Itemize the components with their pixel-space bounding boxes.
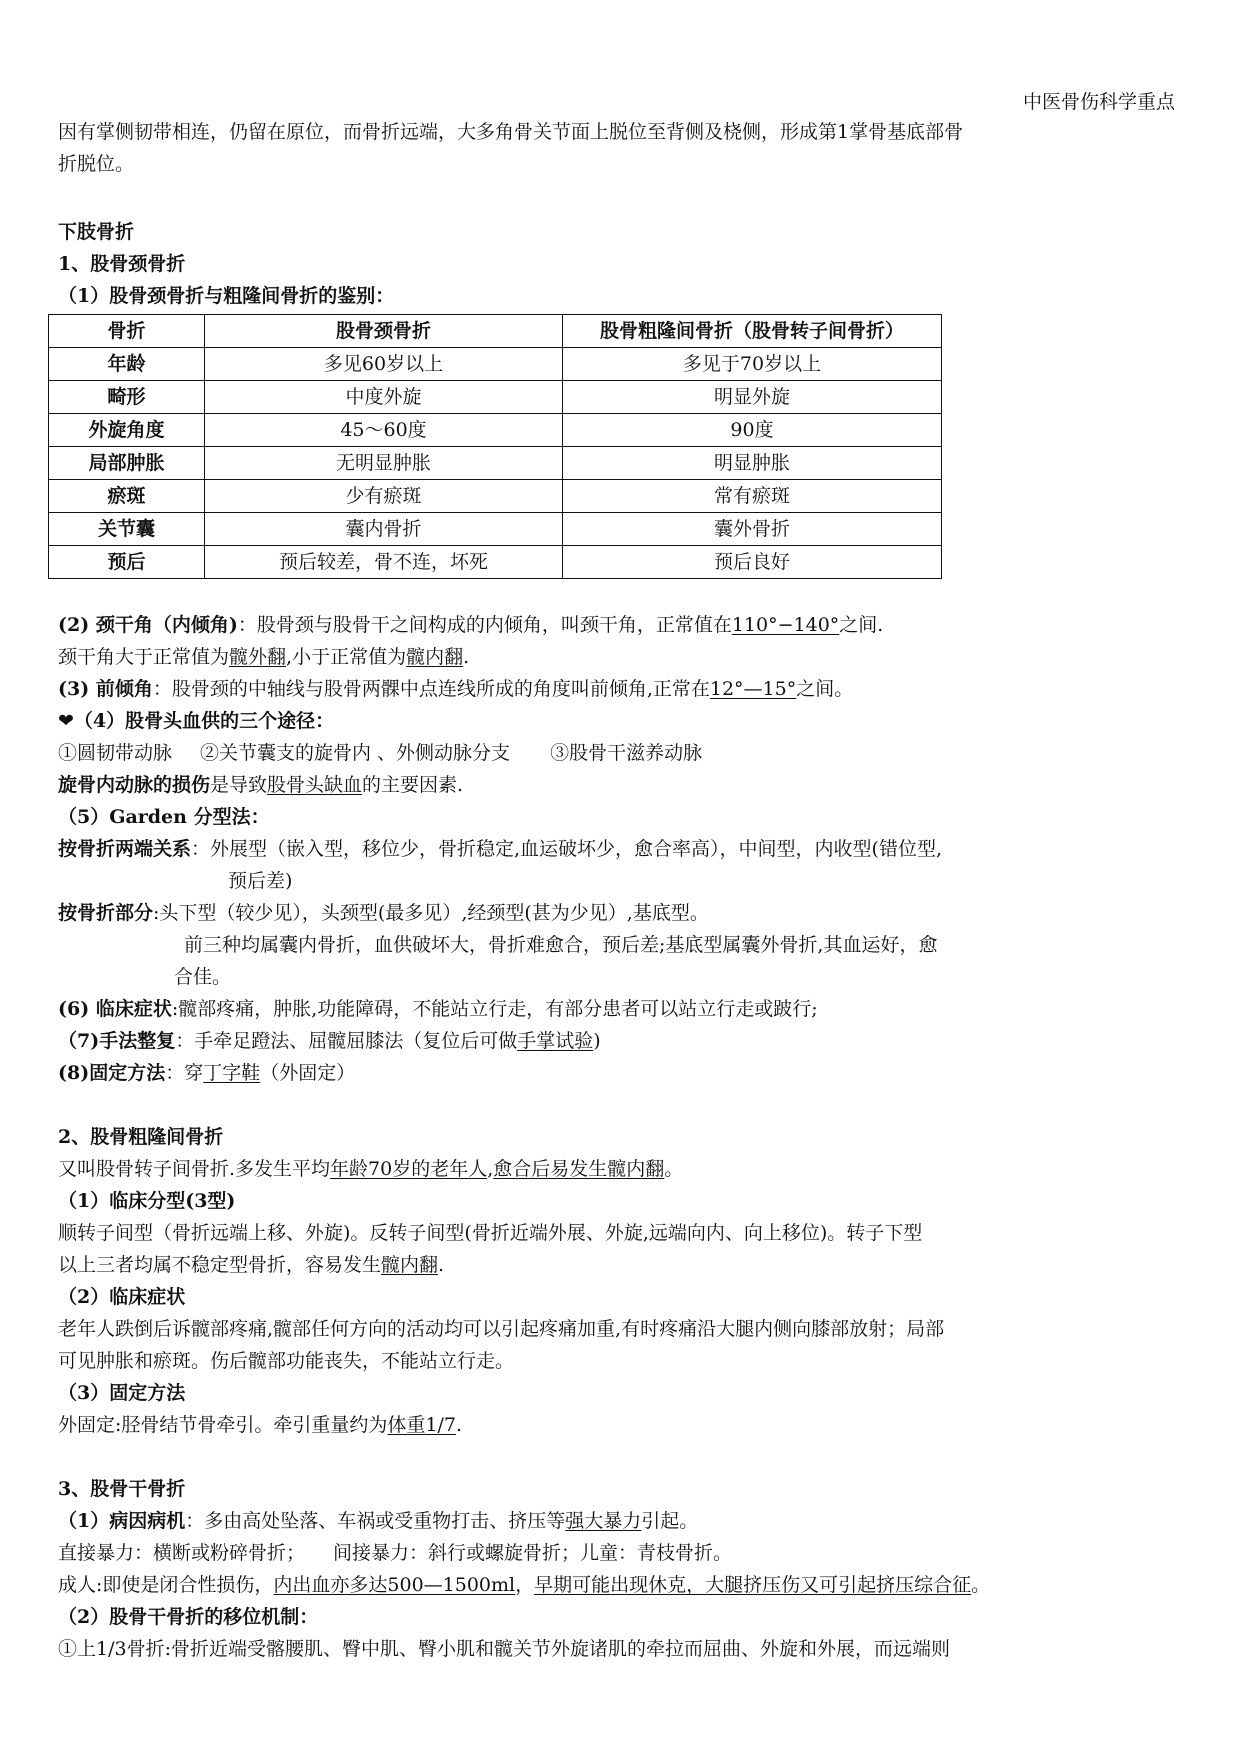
adult-text: 成人:即使是闭合性损伤，: [58, 1574, 274, 1596]
coxa-vara: 髋内翻: [406, 646, 464, 668]
fixation-end: （外固定）: [260, 1062, 356, 1084]
table-header-cell: 骨折: [49, 315, 205, 348]
clinical-label: (6) 临床症状: [58, 998, 172, 1020]
row-header: 外旋角度: [49, 414, 205, 447]
coxa-valga: 髋外翻: [229, 646, 287, 668]
clinical-text: :髋部疼痛，肿胀,功能障碍，不能站立行走，有部分患者可以站立行走或跛行;: [171, 998, 818, 1020]
direct-violence: 直接暴力：横断或粉碎骨折；: [58, 1542, 306, 1564]
garden-title: （5）Garden 分型法：: [58, 806, 270, 828]
displacement-title: （2）股骨干骨折的移位机制：: [58, 1606, 319, 1628]
intro-underline: 愈合后易发生髋内翻: [493, 1158, 665, 1180]
row-header: 预后: [49, 546, 205, 579]
row-header: 关节囊: [49, 513, 205, 546]
classification-text: 以上三者均属不稳定型骨折，容易发生: [58, 1254, 382, 1276]
table-header-cell: 股骨粗隆间骨折（股骨转子间骨折）: [563, 315, 942, 348]
fixation-method: [58, 1057, 1183, 1089]
garden-part-text: :头下型（较少见），头颈型(最多见）,经颈型(甚为少见）,基底型。: [153, 902, 709, 924]
ischemia-note: [58, 769, 1183, 801]
adult-underline: 早期可能出现休克，大腿挤压伤又可引起挤压综合征: [534, 1574, 972, 1596]
table-row: [49, 513, 942, 546]
violence-types: [58, 1537, 1183, 1569]
garden-relation-text: ：外展型（嵌入型，移位少，骨折稳定,血运破坏少，愈合率高），中间型，内收型(错位型,: [191, 838, 943, 860]
anteversion-end: 之间。: [796, 678, 854, 700]
table-row: [49, 348, 942, 381]
table-cell: 多见于70岁以上: [563, 348, 942, 381]
garden-part-label: 按骨折部分: [58, 902, 154, 924]
displacement-line-1: ①上1/3骨折:骨折近端受髂腰肌、臀中肌、臀小肌和髋关节外旋诸肌的牵拉而屈曲、外旋和外展，而远端则: [58, 1638, 950, 1660]
route-2: ②关节囊支的旋骨内 、外侧动脉分支: [200, 742, 511, 764]
fixation-line: [58, 1409, 1183, 1441]
heart-icon: ❤: [58, 710, 74, 732]
reduction-text: ：手牵足蹬法、屈髋屈膝法（复位后可做: [175, 1030, 518, 1052]
blood-supply-routes: [58, 737, 1183, 769]
reduction-end: ): [593, 1030, 601, 1052]
classification-underline: 髋内翻: [381, 1254, 439, 1276]
table-header-row: [49, 315, 942, 348]
etiology-label: （1）病因病机: [58, 1510, 186, 1532]
table-cell: 明显肿胀: [563, 447, 942, 480]
table-cell: 中度外旋: [205, 381, 563, 414]
garden-part-cont-2: 合佳。: [174, 966, 232, 988]
adult-text: ，: [515, 1574, 535, 1596]
garden-relation-cont: 预后差): [228, 870, 293, 892]
blood-supply-title: [58, 705, 1183, 737]
intro-line-2: 折脱位。: [58, 153, 135, 175]
table-cell: 45～60度: [205, 414, 563, 447]
table-row: [49, 447, 942, 480]
table-cell: 常有瘀斑: [563, 480, 942, 513]
garden-relation-label: 按骨折两端关系: [58, 838, 192, 860]
table-caption: （1）股骨颈骨折与粗隆间骨折的鉴别：: [58, 285, 395, 307]
etiology-underline: 强大暴力: [565, 1510, 642, 1532]
subsection-femoral-shaft: 3、股骨干骨折: [58, 1478, 186, 1500]
symptoms-line-2: 可见肿胀和瘀斑。伤后髋部功能丧失，不能站立行走。: [58, 1350, 515, 1372]
classification-title: （1）临床分型(3型): [58, 1190, 236, 1212]
anteversion-paragraph: [58, 673, 1183, 705]
ischemia-text: 的主要因素.: [362, 774, 464, 796]
note-text: .: [463, 646, 470, 668]
intro-line-1: 因有掌侧韧带相连，仍留在原位，而骨折远端，大多角骨关节面上脱位至背侧及桡侧，形成第1掌骨基底部骨: [58, 121, 964, 143]
anteversion-text: ：股骨颈的中轴线与股骨两髁中点连线所成的角度叫前倾角,正常在: [152, 678, 710, 700]
symptoms-title: （2）临床症状: [58, 1286, 186, 1308]
fixation-text: ：穿: [165, 1062, 204, 1084]
classification-text: .: [438, 1254, 445, 1276]
table-cell: 90度: [563, 414, 942, 447]
table-row: [49, 381, 942, 414]
note-text: ,小于正常值为: [286, 646, 407, 668]
table-header-cell: 股骨颈骨折: [205, 315, 563, 348]
table-cell: 无明显肿胀: [205, 447, 563, 480]
row-header: 局部肿胀: [49, 447, 205, 480]
fixation-text: 外固定:胫骨结节骨牵引。牵引重量约为: [58, 1414, 388, 1436]
route-3: ③股骨干滋养动脉: [550, 742, 703, 764]
neck-shaft-angle-label: (2) 颈干角（内倾角): [58, 614, 238, 636]
comparison-table: [48, 314, 942, 579]
table-cell: 囊外骨折: [563, 513, 942, 546]
anteversion-label: (3) 前倾角: [58, 678, 153, 700]
table-row: [49, 480, 942, 513]
page-header: 中医骨伤科学重点: [1022, 91, 1175, 113]
fixation-label: (8)固定方法: [58, 1062, 166, 1084]
fixation-underline: 体重1/7: [387, 1414, 456, 1436]
adult-note: [58, 1569, 1183, 1601]
ischemia-bold: 旋骨内动脉的损伤: [58, 774, 211, 796]
fixation-underline: 丁字鞋: [203, 1062, 261, 1084]
classification-line-1: 顺转子间型（骨折远端上移、外旋)。反转子间型(骨折近端外展、外旋,远端向内、向上移位)。转子下型: [58, 1222, 923, 1244]
garden-by-relation: [58, 833, 1183, 865]
neck-shaft-angle-text: ：股骨颈与股骨干之间构成的内倾角，叫颈干角，正常值在: [237, 614, 732, 636]
adult-text: 。: [971, 1574, 991, 1596]
manual-reduction: [58, 1025, 1183, 1057]
garden-part-cont-1: 前三种均属囊内骨折，血供破坏大，骨折难愈合，预后差;基底型属囊外骨折,其血运好，愈: [184, 934, 938, 956]
reduction-underline: 手掌试验: [517, 1030, 594, 1052]
intro-text: 。: [664, 1158, 684, 1180]
intro-text: ,: [487, 1158, 494, 1180]
anteversion-value: 12°—15°: [709, 678, 797, 700]
subsection-femoral-neck: 1、股骨颈骨折: [58, 253, 186, 275]
row-header: 年龄: [49, 348, 205, 381]
intertrochanteric-intro: [58, 1153, 1183, 1185]
table-row: [49, 546, 942, 579]
table-cell: 多见60岁以上: [205, 348, 563, 381]
adult-underline: 内出血亦多达500—1500ml: [273, 1574, 516, 1596]
note-text: 颈干角大于正常值为: [58, 646, 230, 668]
fixation-text: .: [456, 1414, 463, 1436]
reduction-label: （7)手法整复: [58, 1030, 176, 1052]
symptoms-line-1: 老年人跌倒后诉髋部疼痛,髋部任何方向的活动均可以引起疼痛加重,有时疼痛沿大腿内侧向膝部放射；局部: [58, 1318, 945, 1340]
neck-shaft-angle-end: 之间.: [839, 614, 884, 636]
subsection-intertrochanteric: 2、股骨粗隆间骨折: [58, 1126, 224, 1148]
table-cell: 预后良好: [563, 546, 942, 579]
etiology-text: ：多由高处坠落、车祸或受重物打击、挤压等: [185, 1510, 566, 1532]
route-1: ①圆韧带动脉: [58, 742, 173, 764]
intro-text: 又叫股骨转子间骨折.多发生平均: [58, 1158, 331, 1180]
ischemia-underline: 股骨头缺血: [267, 774, 363, 796]
document-body: [58, 116, 1183, 1665]
table-cell: 少有瘀斑: [205, 480, 563, 513]
table-cell: 预后较差，骨不连，坏死: [205, 546, 563, 579]
garden-by-part: [58, 897, 1183, 929]
intro-underline: 年龄70岁的老年人: [330, 1158, 488, 1180]
table-cell: 囊内骨折: [205, 513, 563, 546]
fixation-title: （3）固定方法: [58, 1382, 186, 1404]
row-header: 瘀斑: [49, 480, 205, 513]
etiology-text: 引起。: [641, 1510, 699, 1532]
ischemia-text: 是导致: [210, 774, 268, 796]
table-row: [49, 414, 942, 447]
blood-supply-label: （4）股骨头血供的三个途径：: [73, 710, 335, 732]
table-cell: 明显外旋: [563, 381, 942, 414]
etiology-line: [58, 1505, 1183, 1537]
neck-shaft-angle-note: [58, 641, 1183, 673]
indirect-violence: 间接暴力：斜行或螺旋骨折；儿童：青枝骨折。: [333, 1542, 733, 1564]
clinical-symptoms: [58, 993, 1183, 1025]
section-title-lower-limb: 下肢骨折: [58, 221, 135, 243]
neck-shaft-angle-value: 110°−140°: [731, 614, 840, 636]
classification-line-2: [58, 1249, 1183, 1281]
neck-shaft-angle-paragraph: [58, 609, 1183, 641]
row-header: 畸形: [49, 381, 205, 414]
